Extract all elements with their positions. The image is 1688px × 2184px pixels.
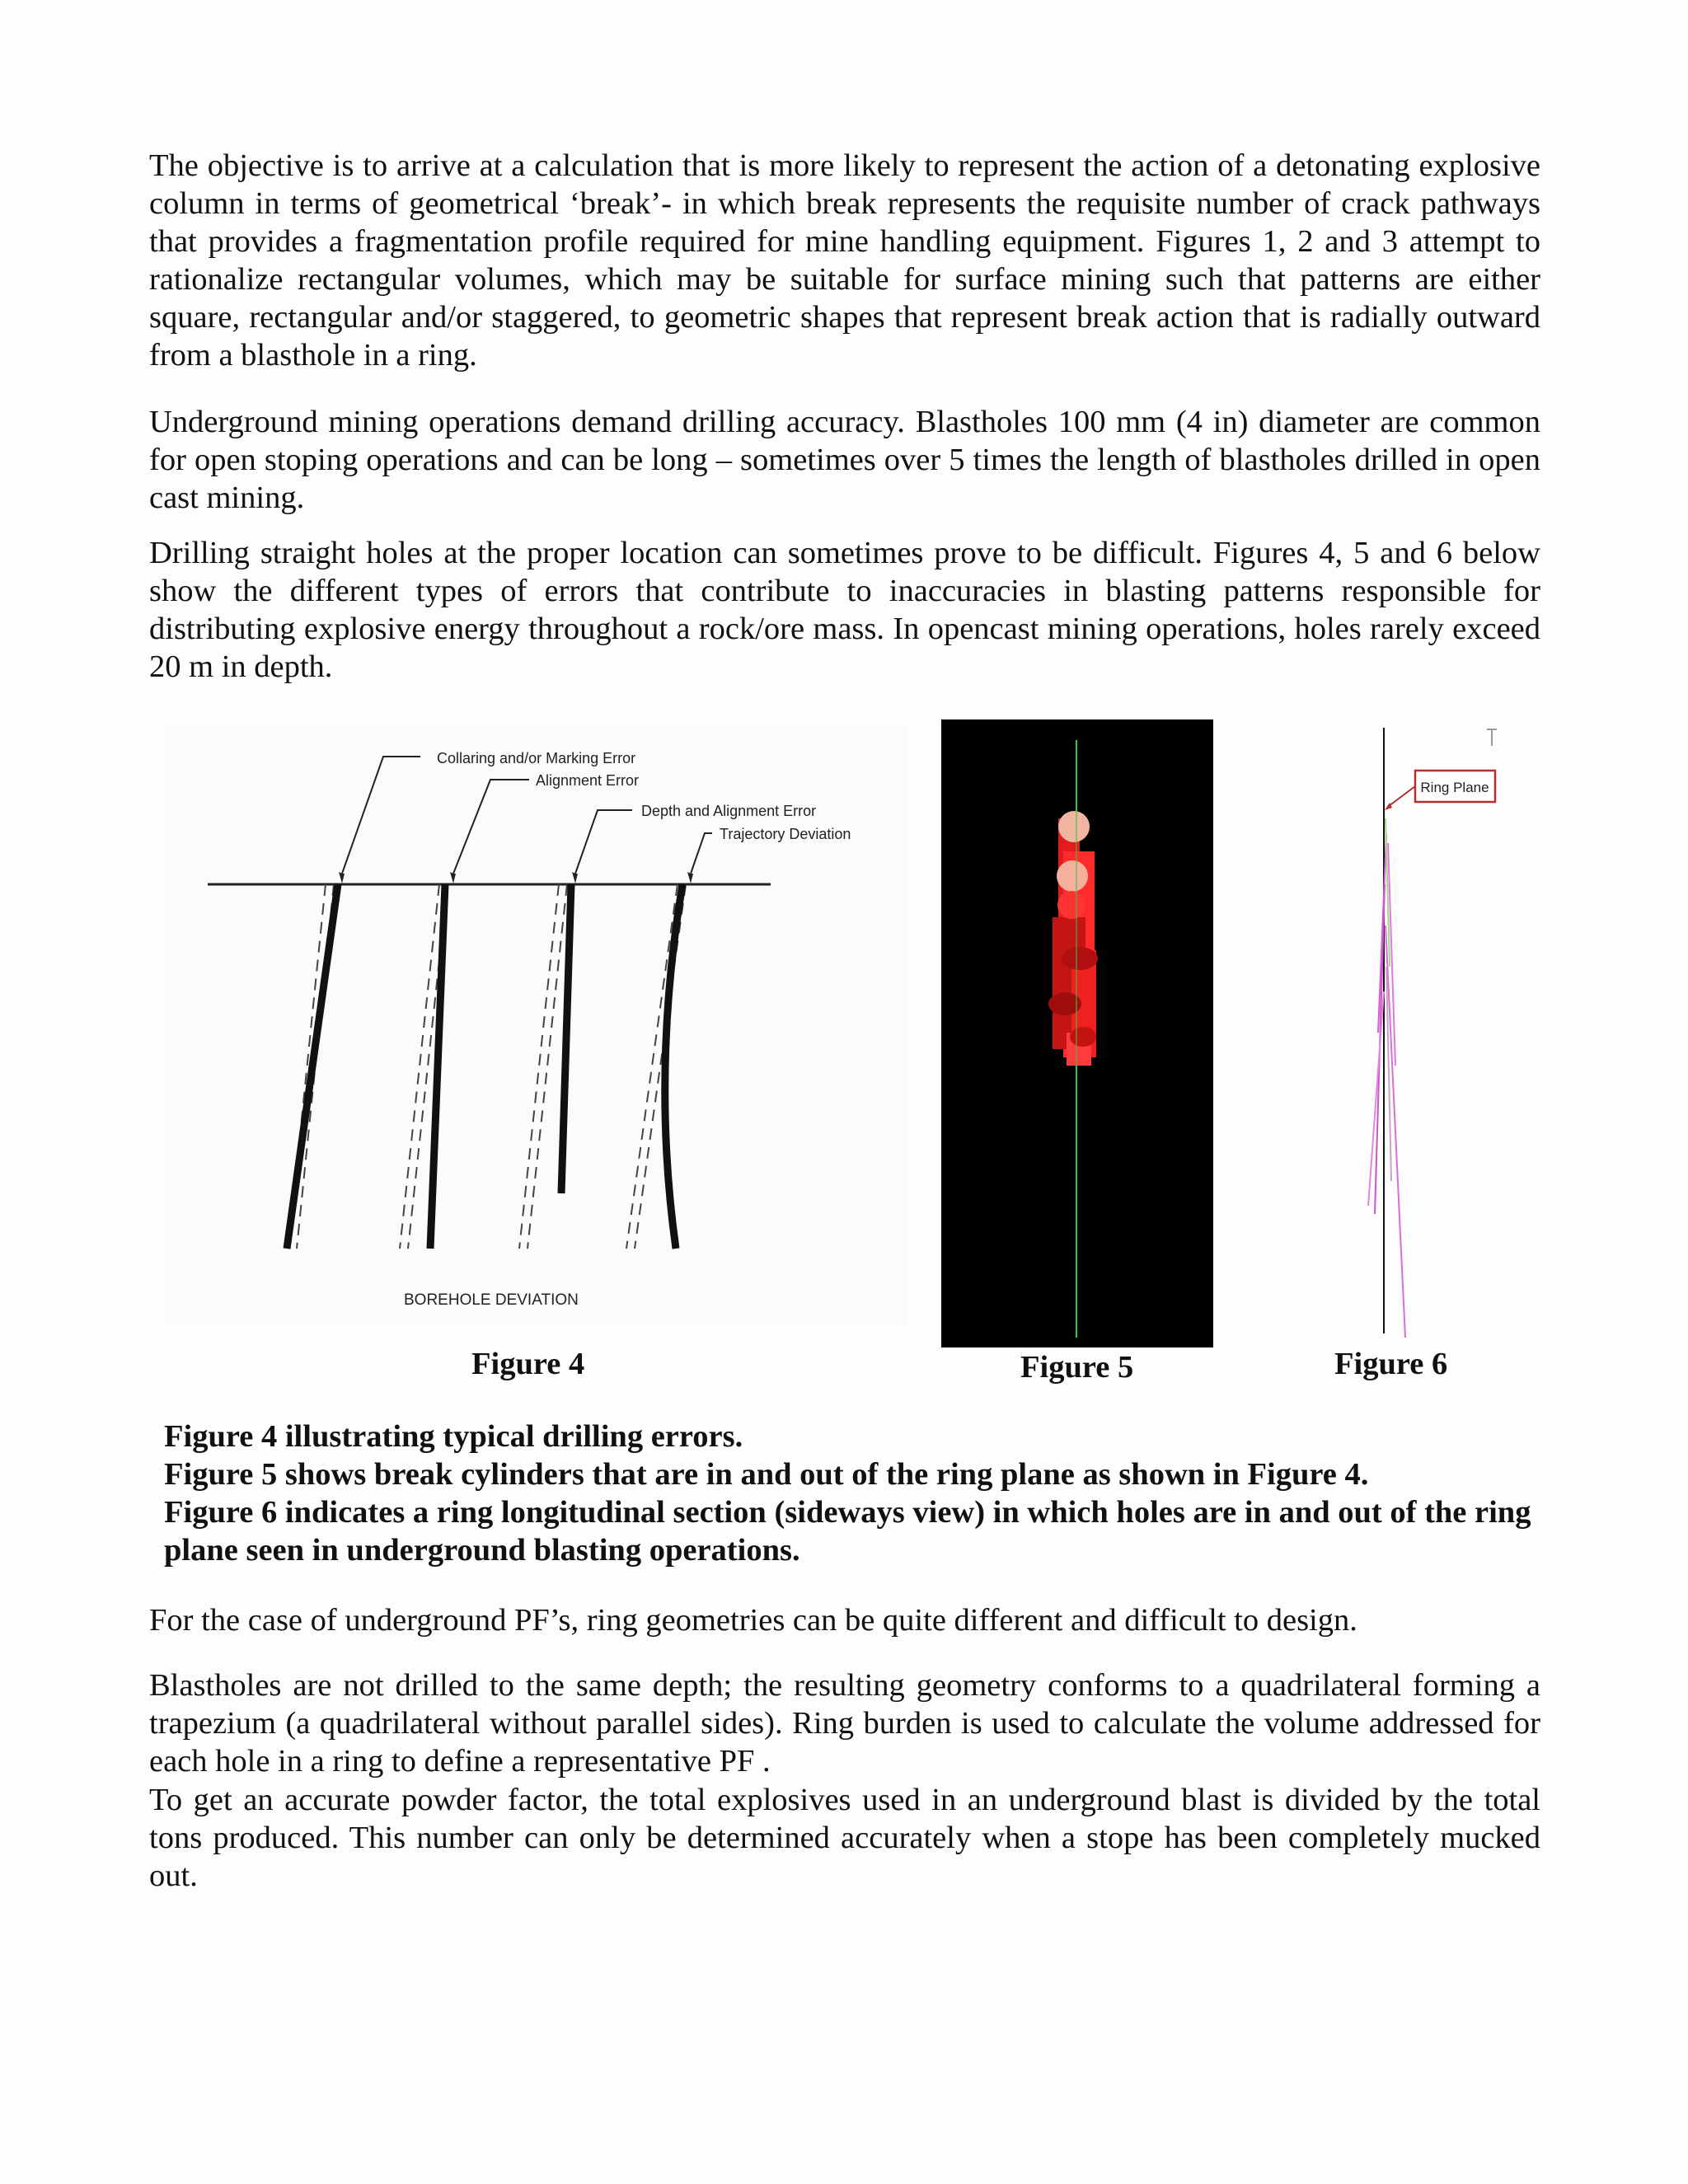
ring-plane-label: Ring Plane	[1420, 780, 1489, 795]
label-depth-alignment-error: Depth and Alignment Error	[641, 803, 817, 819]
figure-4-borehole-deviation	[165, 725, 907, 1327]
paragraph-underground-pf: For the case of underground PF’s, ring geometries can be quite different and difficult to design.	[149, 1603, 1357, 1638]
figure-4-description: Figure 4 illustrating typical drilling errors.	[164, 1419, 743, 1454]
paragraph-powder-factor: To get an accurate powder factor, the total explosives used in an underground blast is divided by the total tons produced. This number can only be determined accurately when a stope has been completely mucked out.	[149, 1783, 1540, 1893]
figure-6-description: Figure 6 indicates a ring longitudinal section (sideways view) in which holes are in and out of the ring plane seen in underground blasting operations.	[164, 1495, 1531, 1568]
figure-4-caption: Figure 4	[471, 1347, 585, 1381]
figure-4-title: BOREHOLE DEVIATION	[404, 1291, 579, 1309]
label-collaring-error: Collaring and/or Marking Error	[437, 750, 636, 766]
label-trajectory-deviation: Trajectory Deviation	[720, 826, 851, 842]
label-alignment-error: Alignment Error	[536, 772, 640, 789]
paragraph-underground-accuracy: Underground mining operations demand drilling accuracy. Blastholes 100 mm (4 in) diameter are common for open stoping operations and can be long – sometimes over 5 times the length of blastholes drilled in open cast mining.	[149, 405, 1540, 515]
figure-5-break-cylinders	[941, 719, 1213, 1347]
figure-5-caption: Figure 5	[1020, 1350, 1134, 1385]
paragraph-drilling-errors: Drilling straight holes at the proper location can sometimes prove to be difficult. Figures 4, 5 and 6 below show the different types of errors that contribute to inaccuracies in blasting patterns responsible for distributing explosive energy throughout a rock/ore mass. In opencast mining operations, holes rarely exceed 20 m in depth.	[149, 536, 1540, 684]
figure-5-description: Figure 5 shows break cylinders that are in and out of the ring plane as shown in Figure 4.	[164, 1457, 1369, 1492]
paragraph-trapezium: Blastholes are not drilled to the same depth; the resulting geometry conforms to a quadrilateral forming a trapezium (a quadrilateral without parallel sides). Ring burden is used to calculate the volume addressed for each hole in a ring to define a representative PF .	[149, 1668, 1540, 1779]
figure-descriptions	[164, 1418, 1549, 1569]
paragraph-objective: The objective is to arrive at a calculation that is more likely to represent the action of a detonating explosive column in terms of geometrical ‘break’- in which break represents the requisite number of crack pathways that provides a fragmentation profile required for mine handling equipment. Figures 1, 2 and 3 attempt to rationalize rectangular volumes, which may be suitable for surface mining such that patterns are either square, rectangular and/or staggered, to geometric shapes that represent break action that is radially outward from a blasthole in a ring.	[149, 148, 1540, 373]
figure-6-caption: Figure 6	[1334, 1347, 1448, 1381]
figure-6-ring-section	[1286, 719, 1508, 1346]
